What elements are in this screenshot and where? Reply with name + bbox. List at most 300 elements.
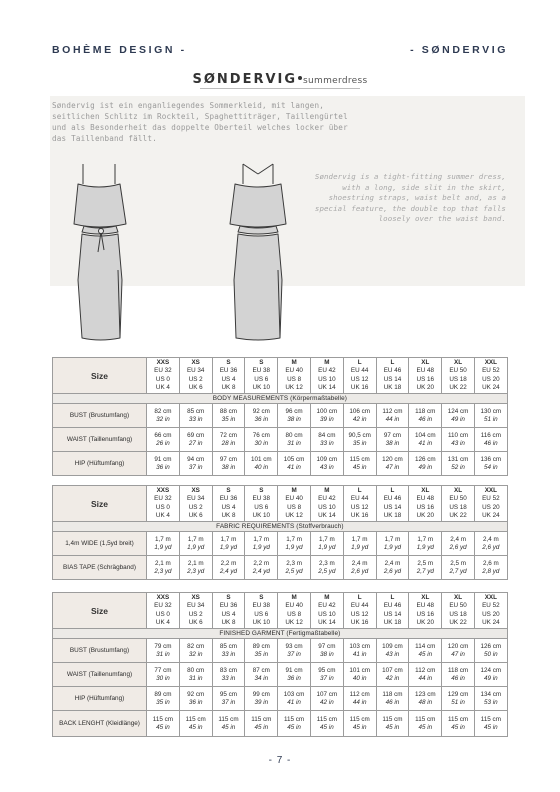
- size-uk: UK 14: [318, 619, 336, 626]
- metric-value: 2,2 m: [253, 559, 270, 567]
- measurement-cell: [278, 452, 311, 476]
- imperial-value: 46 in: [484, 439, 498, 447]
- table-row: [53, 452, 508, 476]
- size-column-header: [212, 358, 245, 394]
- measurement-cell: [474, 404, 507, 428]
- measurement-cell: [245, 639, 278, 663]
- measurement-cell: [179, 532, 212, 556]
- imperial-value: 46 in: [451, 674, 465, 682]
- imperial-value: 1,9 yd: [252, 543, 270, 551]
- size-column-header: [212, 593, 245, 629]
- size-us: US 18: [449, 503, 467, 511]
- size-us: US 20: [482, 375, 500, 383]
- measurement-cell: [147, 639, 180, 663]
- measurement-cell: [442, 532, 475, 556]
- size-code: S: [259, 486, 264, 494]
- size-us: US 14: [383, 503, 402, 511]
- metric-value: 116 cm: [480, 431, 501, 439]
- imperial-value: 41 in: [287, 698, 301, 706]
- imperial-value: 33 in: [188, 415, 203, 423]
- body-measurements-table: [52, 357, 508, 476]
- imperial-value: 51 in: [484, 415, 498, 423]
- measurement-cell: [179, 711, 212, 737]
- size-uk: UK 24: [482, 384, 500, 391]
- measurement-cell: [310, 452, 343, 476]
- size-uk: UK 6: [188, 619, 203, 626]
- metric-value: 69 cm: [187, 431, 205, 439]
- imperial-value: 45 in: [451, 723, 465, 731]
- measurement-cell: [212, 663, 245, 687]
- section-title: FINISHED GARMENT (Fertigmaßtabelle): [53, 629, 508, 639]
- size-eu: EU 32: [154, 602, 172, 609]
- size-us: US 18: [449, 610, 467, 618]
- metric-value: 104 cm: [414, 431, 436, 439]
- size-eu: EU 32: [154, 367, 172, 374]
- metric-value: 115 cm: [382, 715, 403, 723]
- imperial-value: 45 in: [156, 723, 170, 731]
- metric-value: 107 cm: [316, 690, 338, 698]
- measurement-cell: [179, 428, 212, 452]
- size-column-header: [442, 358, 475, 394]
- metric-value: 84 cm: [318, 431, 336, 439]
- metric-value: 118 cm: [447, 666, 469, 674]
- metric-value: 80 cm: [285, 431, 303, 439]
- size-us: US 10: [318, 610, 336, 618]
- row-label: WAIST (Taillenumfang): [53, 663, 147, 687]
- measurement-cell: [147, 428, 180, 452]
- imperial-value: 33 in: [320, 439, 334, 447]
- section-row: [53, 629, 508, 639]
- imperial-value: 1,9 yd: [219, 543, 238, 551]
- size-code: XL: [421, 486, 430, 494]
- metric-value: 110 cm: [447, 431, 469, 439]
- size-column-header: [245, 358, 278, 394]
- metric-value: 83 cm: [219, 666, 238, 674]
- measurement-cell: [179, 556, 212, 580]
- size-code: XXL: [484, 593, 497, 601]
- dress-front-icon: [74, 164, 126, 340]
- measurement-cell: [278, 663, 311, 687]
- section-title: BODY MEASUREMENTS (Körpermaßtabelle): [53, 394, 508, 404]
- size-code: S: [259, 358, 264, 366]
- size-code: L: [390, 593, 395, 601]
- measurement-cell: [343, 556, 376, 580]
- size-us: US 10: [318, 503, 336, 511]
- imperial-value: 54 in: [484, 463, 498, 471]
- size-code: L: [390, 486, 395, 494]
- measurement-cell: [442, 428, 475, 452]
- measurement-cell: [245, 663, 278, 687]
- measurement-cell: [212, 428, 245, 452]
- size-uk: UK 22: [449, 619, 467, 626]
- imperial-value: 1,9 yd: [154, 543, 172, 551]
- size-uk: UK 24: [482, 619, 500, 626]
- row-label: HIP (Hüftumfang): [53, 452, 147, 476]
- size-code: M: [324, 358, 330, 366]
- imperial-value: 26 in: [156, 439, 170, 447]
- size-column-header: [409, 358, 442, 394]
- size-eu: EU 34: [186, 602, 205, 609]
- size-us: US 6: [254, 503, 269, 511]
- imperial-value: 1,9 yd: [416, 543, 434, 551]
- imperial-value: 46 in: [385, 698, 400, 706]
- imperial-value: 33 in: [221, 674, 236, 682]
- metric-value: 2,4 m: [384, 559, 401, 567]
- imperial-value: 47 in: [385, 463, 400, 471]
- size-uk: UK 16: [350, 512, 369, 519]
- imperial-value: 34 in: [254, 674, 269, 682]
- size-column-header: [442, 593, 475, 629]
- measurement-cell: [147, 711, 180, 737]
- size-eu: EU 44: [350, 495, 369, 502]
- metric-value: 114 cm: [415, 642, 436, 650]
- metric-value: 95 cm: [219, 690, 238, 698]
- imperial-value: 39 in: [254, 698, 269, 706]
- size-eu: EU 44: [350, 367, 369, 374]
- header-pattern-name: - SØNDERVIG: [410, 44, 508, 56]
- imperial-value: 37 in: [287, 650, 301, 658]
- measurement-cell: [245, 687, 278, 711]
- size-uk: UK 24: [482, 512, 500, 519]
- imperial-value: 41 in: [287, 463, 301, 471]
- size-us: US 18: [449, 375, 467, 383]
- metric-value: 129 cm: [447, 690, 469, 698]
- measurement-cell: [310, 639, 343, 663]
- size-uk: UK 20: [416, 384, 435, 391]
- metric-value: 120 cm: [382, 455, 403, 463]
- imperial-value: 1,9 yd: [351, 543, 369, 551]
- metric-value: 1,7 m: [155, 535, 171, 543]
- metric-value: 124 cm: [447, 407, 469, 415]
- size-uk: UK 16: [350, 384, 369, 391]
- size-uk: UK 6: [188, 512, 203, 519]
- size-eu: EU 38: [252, 602, 271, 609]
- size-us: US 4: [221, 375, 236, 383]
- size-uk: UK 6: [188, 384, 203, 391]
- metric-value: 103 cm: [349, 642, 370, 650]
- metric-value: 112 cm: [382, 407, 403, 415]
- measurement-cell: [278, 556, 311, 580]
- size-uk: UK 18: [383, 512, 402, 519]
- table-row: [53, 663, 508, 687]
- table-row: [53, 428, 508, 452]
- metric-value: 120 cm: [447, 642, 469, 650]
- size-column-header: [474, 358, 507, 394]
- size-uk: UK 4: [155, 619, 170, 626]
- imperial-value: 35 in: [352, 439, 367, 447]
- imperial-value: 2,5 yd: [318, 567, 336, 575]
- measurement-cell: [442, 663, 475, 687]
- measurement-cell: [278, 532, 311, 556]
- size-column-header: [278, 358, 311, 394]
- imperial-value: 32 in: [188, 650, 203, 658]
- size-us: US 14: [383, 375, 402, 383]
- size-uk: UK 8: [221, 384, 236, 391]
- measurement-cell: [212, 639, 245, 663]
- measurement-cell: [310, 556, 343, 580]
- metric-value: 105 cm: [283, 455, 305, 463]
- size-code: L: [357, 593, 362, 601]
- metric-value: 92 cm: [252, 407, 270, 415]
- size-eu: EU 42: [318, 367, 336, 374]
- measurement-cell: [212, 711, 245, 737]
- measurement-cell: [179, 404, 212, 428]
- size-eu: EU 48: [416, 602, 435, 609]
- imperial-value: 35 in: [156, 698, 170, 706]
- metric-value: 90,5 cm: [348, 431, 371, 439]
- measurement-cell: [343, 639, 376, 663]
- imperial-value: 2,6 yd: [482, 543, 500, 551]
- metric-value: 76 cm: [252, 431, 270, 439]
- size-us: US 8: [287, 610, 302, 618]
- size-code: S: [226, 358, 231, 366]
- metric-value: 134 cm: [480, 690, 502, 698]
- measurement-cell: [147, 532, 180, 556]
- metric-value: 1,7 m: [351, 535, 368, 543]
- metric-value: 112 cm: [415, 666, 436, 674]
- size-us: US 4: [221, 610, 236, 618]
- imperial-value: 30 in: [254, 439, 269, 447]
- measurement-cell: [409, 532, 442, 556]
- measurement-cell: [147, 404, 180, 428]
- page-number: - 7 -: [268, 755, 292, 766]
- metric-value: 2,5 m: [417, 559, 434, 567]
- imperial-value: 31 in: [156, 650, 170, 658]
- imperial-value: 31 in: [188, 674, 203, 682]
- measurement-cell: [343, 452, 376, 476]
- size-us: US 2: [188, 375, 203, 383]
- size-uk: UK 22: [449, 384, 467, 391]
- size-header-row: [53, 593, 508, 629]
- metric-value: 2,1 m: [155, 559, 171, 567]
- finished-garment-table: [52, 592, 508, 737]
- size-eu: EU 50: [449, 367, 467, 374]
- size-eu: EU 40: [285, 495, 303, 502]
- metric-value: 1,7 m: [319, 535, 335, 543]
- dress-back-icon: [230, 164, 286, 340]
- metric-value: 82 cm: [154, 407, 172, 415]
- measurement-cell: [409, 663, 442, 687]
- metric-value: 115 cm: [152, 715, 173, 723]
- imperial-value: 51 in: [451, 698, 465, 706]
- imperial-value: 41 in: [418, 439, 433, 447]
- measurement-cell: [179, 639, 212, 663]
- metric-value: 1,7 m: [187, 535, 204, 543]
- metric-value: 2,4 m: [351, 559, 368, 567]
- size-uk: UK 10: [252, 619, 271, 626]
- size-eu: EU 42: [318, 602, 336, 609]
- size-column-header: [343, 486, 376, 522]
- imperial-value: 36 in: [156, 463, 170, 471]
- measurement-cell: [343, 687, 376, 711]
- size-eu: EU 44: [350, 602, 369, 609]
- measurement-cell: [376, 687, 409, 711]
- measurement-cell: [310, 663, 343, 687]
- imperial-value: 2,6 yd: [351, 567, 369, 575]
- size-code: XL: [421, 358, 430, 366]
- title-underline: [200, 88, 360, 89]
- measurement-cell: [376, 452, 409, 476]
- size-eu: EU 48: [416, 367, 435, 374]
- size-us: US 2: [188, 503, 203, 511]
- metric-value: 115 cm: [283, 715, 305, 723]
- imperial-value: 38 in: [221, 463, 236, 471]
- imperial-value: 45 in: [320, 723, 334, 731]
- size-uk: UK 12: [285, 384, 303, 391]
- imperial-value: 2,3 yd: [187, 567, 205, 575]
- size-column-header: [147, 358, 180, 394]
- measurement-cell: [474, 639, 507, 663]
- size-eu: EU 40: [285, 367, 303, 374]
- size-code: XXS: [156, 486, 170, 494]
- metric-value: 112 cm: [349, 690, 370, 698]
- measurement-cell: [212, 452, 245, 476]
- size-code: M: [324, 486, 330, 494]
- row-label: BUST (Brustumfang): [53, 639, 147, 663]
- metric-value: 130 cm: [480, 407, 502, 415]
- measurement-cell: [278, 639, 311, 663]
- imperial-value: 42 in: [385, 674, 400, 682]
- size-column-header: [376, 486, 409, 522]
- imperial-value: 2,6 yd: [449, 543, 467, 551]
- size-eu: EU 52: [482, 367, 500, 374]
- measurement-cell: [278, 428, 311, 452]
- size-column-header: [245, 593, 278, 629]
- imperial-value: 41 in: [352, 650, 367, 658]
- size-code: M: [291, 486, 297, 494]
- measurement-cell: [376, 663, 409, 687]
- imperial-value: 42 in: [320, 698, 334, 706]
- metric-value: 2,5 m: [450, 559, 466, 567]
- size-eu: EU 38: [252, 367, 271, 374]
- measurement-cell: [442, 639, 475, 663]
- metric-value: 1,7 m: [286, 535, 302, 543]
- size-eu: EU 48: [416, 495, 435, 502]
- size-uk: UK 22: [449, 512, 467, 519]
- size-us: US 16: [416, 375, 435, 383]
- measurement-cell: [343, 532, 376, 556]
- imperial-value: 47 in: [451, 650, 465, 658]
- measurement-cell: [376, 532, 409, 556]
- size-us: US 2: [188, 610, 203, 618]
- size-uk: UK 12: [285, 512, 303, 519]
- section-row: [53, 522, 508, 532]
- size-eu: EU 36: [219, 367, 238, 374]
- imperial-value: 36 in: [188, 698, 203, 706]
- metric-value: 87 cm: [252, 666, 270, 674]
- size-eu: EU 32: [154, 495, 172, 502]
- metric-value: 115 cm: [251, 715, 272, 723]
- measurement-cell: [442, 711, 475, 737]
- metric-value: 100 cm: [316, 407, 338, 415]
- size-column-header: [310, 358, 343, 394]
- metric-value: 115 cm: [316, 715, 337, 723]
- imperial-value: 33 in: [221, 650, 236, 658]
- imperial-value: 45 in: [385, 723, 400, 731]
- metric-value: 96 cm: [285, 407, 303, 415]
- size-eu: EU 36: [219, 602, 238, 609]
- metric-value: 94 cm: [187, 455, 205, 463]
- metric-value: 101 cm: [250, 455, 272, 463]
- size-uk: UK 4: [155, 384, 170, 391]
- size-column-header: [278, 593, 311, 629]
- measurement-cell: [409, 452, 442, 476]
- size-code: L: [390, 358, 395, 366]
- metric-value: 79 cm: [154, 642, 172, 650]
- imperial-value: 1,9 yd: [318, 543, 336, 551]
- table-row: [53, 639, 508, 663]
- imperial-value: 38 in: [287, 415, 301, 423]
- row-label: BIAS TAPE (Schrägband): [53, 556, 147, 580]
- size-code: XXS: [156, 593, 170, 601]
- measurement-cell: [343, 663, 376, 687]
- imperial-value: 46 in: [418, 415, 433, 423]
- imperial-value: 40 in: [254, 463, 269, 471]
- measurement-cell: [409, 711, 442, 737]
- size-us: US 0: [155, 375, 170, 383]
- size-column-header: [212, 486, 245, 522]
- size-us: US 20: [482, 610, 500, 618]
- size-us: US 16: [416, 503, 435, 511]
- metric-value: 136 cm: [480, 455, 502, 463]
- size-uk: UK 18: [383, 619, 402, 626]
- measurement-cell: [179, 663, 212, 687]
- size-column-header: [179, 593, 212, 629]
- size-eu: EU 50: [449, 602, 467, 609]
- size-uk: UK 12: [285, 619, 303, 626]
- imperial-value: 27 in: [188, 439, 203, 447]
- imperial-value: 52 in: [451, 463, 465, 471]
- metric-value: 97 cm: [219, 455, 238, 463]
- measurement-cell: [343, 711, 376, 737]
- size-column-header: [147, 593, 180, 629]
- size-us: US 12: [350, 503, 369, 511]
- imperial-value: 42 in: [352, 415, 367, 423]
- imperial-value: 45 in: [484, 723, 498, 731]
- size-eu: EU 40: [285, 602, 303, 609]
- measurement-cell: [442, 556, 475, 580]
- metric-value: 2,3 m: [286, 559, 302, 567]
- metric-value: 131 cm: [447, 455, 469, 463]
- size-code: XL: [454, 593, 463, 601]
- measurement-cell: [376, 404, 409, 428]
- measurement-cell: [343, 404, 376, 428]
- imperial-value: 1,9 yd: [285, 543, 303, 551]
- measurement-cell: [376, 556, 409, 580]
- imperial-value: 43 in: [385, 650, 400, 658]
- measurement-cell: [474, 663, 507, 687]
- metric-value: 118 cm: [415, 407, 436, 415]
- metric-value: 66 cm: [154, 431, 172, 439]
- metric-value: 1,7 m: [384, 535, 401, 543]
- metric-value: 2,6 m: [482, 559, 499, 567]
- size-code: XL: [421, 593, 430, 601]
- measurement-cell: [245, 452, 278, 476]
- size-uk: UK 20: [416, 512, 435, 519]
- imperial-value: 37 in: [188, 463, 203, 471]
- metric-value: 91 cm: [285, 666, 303, 674]
- metric-value: 115 cm: [480, 715, 501, 723]
- size-code: XXL: [484, 358, 497, 366]
- measurement-cell: [409, 428, 442, 452]
- imperial-value: 1,9 yd: [187, 543, 205, 551]
- imperial-value: 32 in: [156, 415, 170, 423]
- measurement-cell: [376, 639, 409, 663]
- measurement-cell: [245, 404, 278, 428]
- size-uk: UK 8: [221, 512, 236, 519]
- size-eu: EU 36: [219, 495, 238, 502]
- measurement-cell: [474, 452, 507, 476]
